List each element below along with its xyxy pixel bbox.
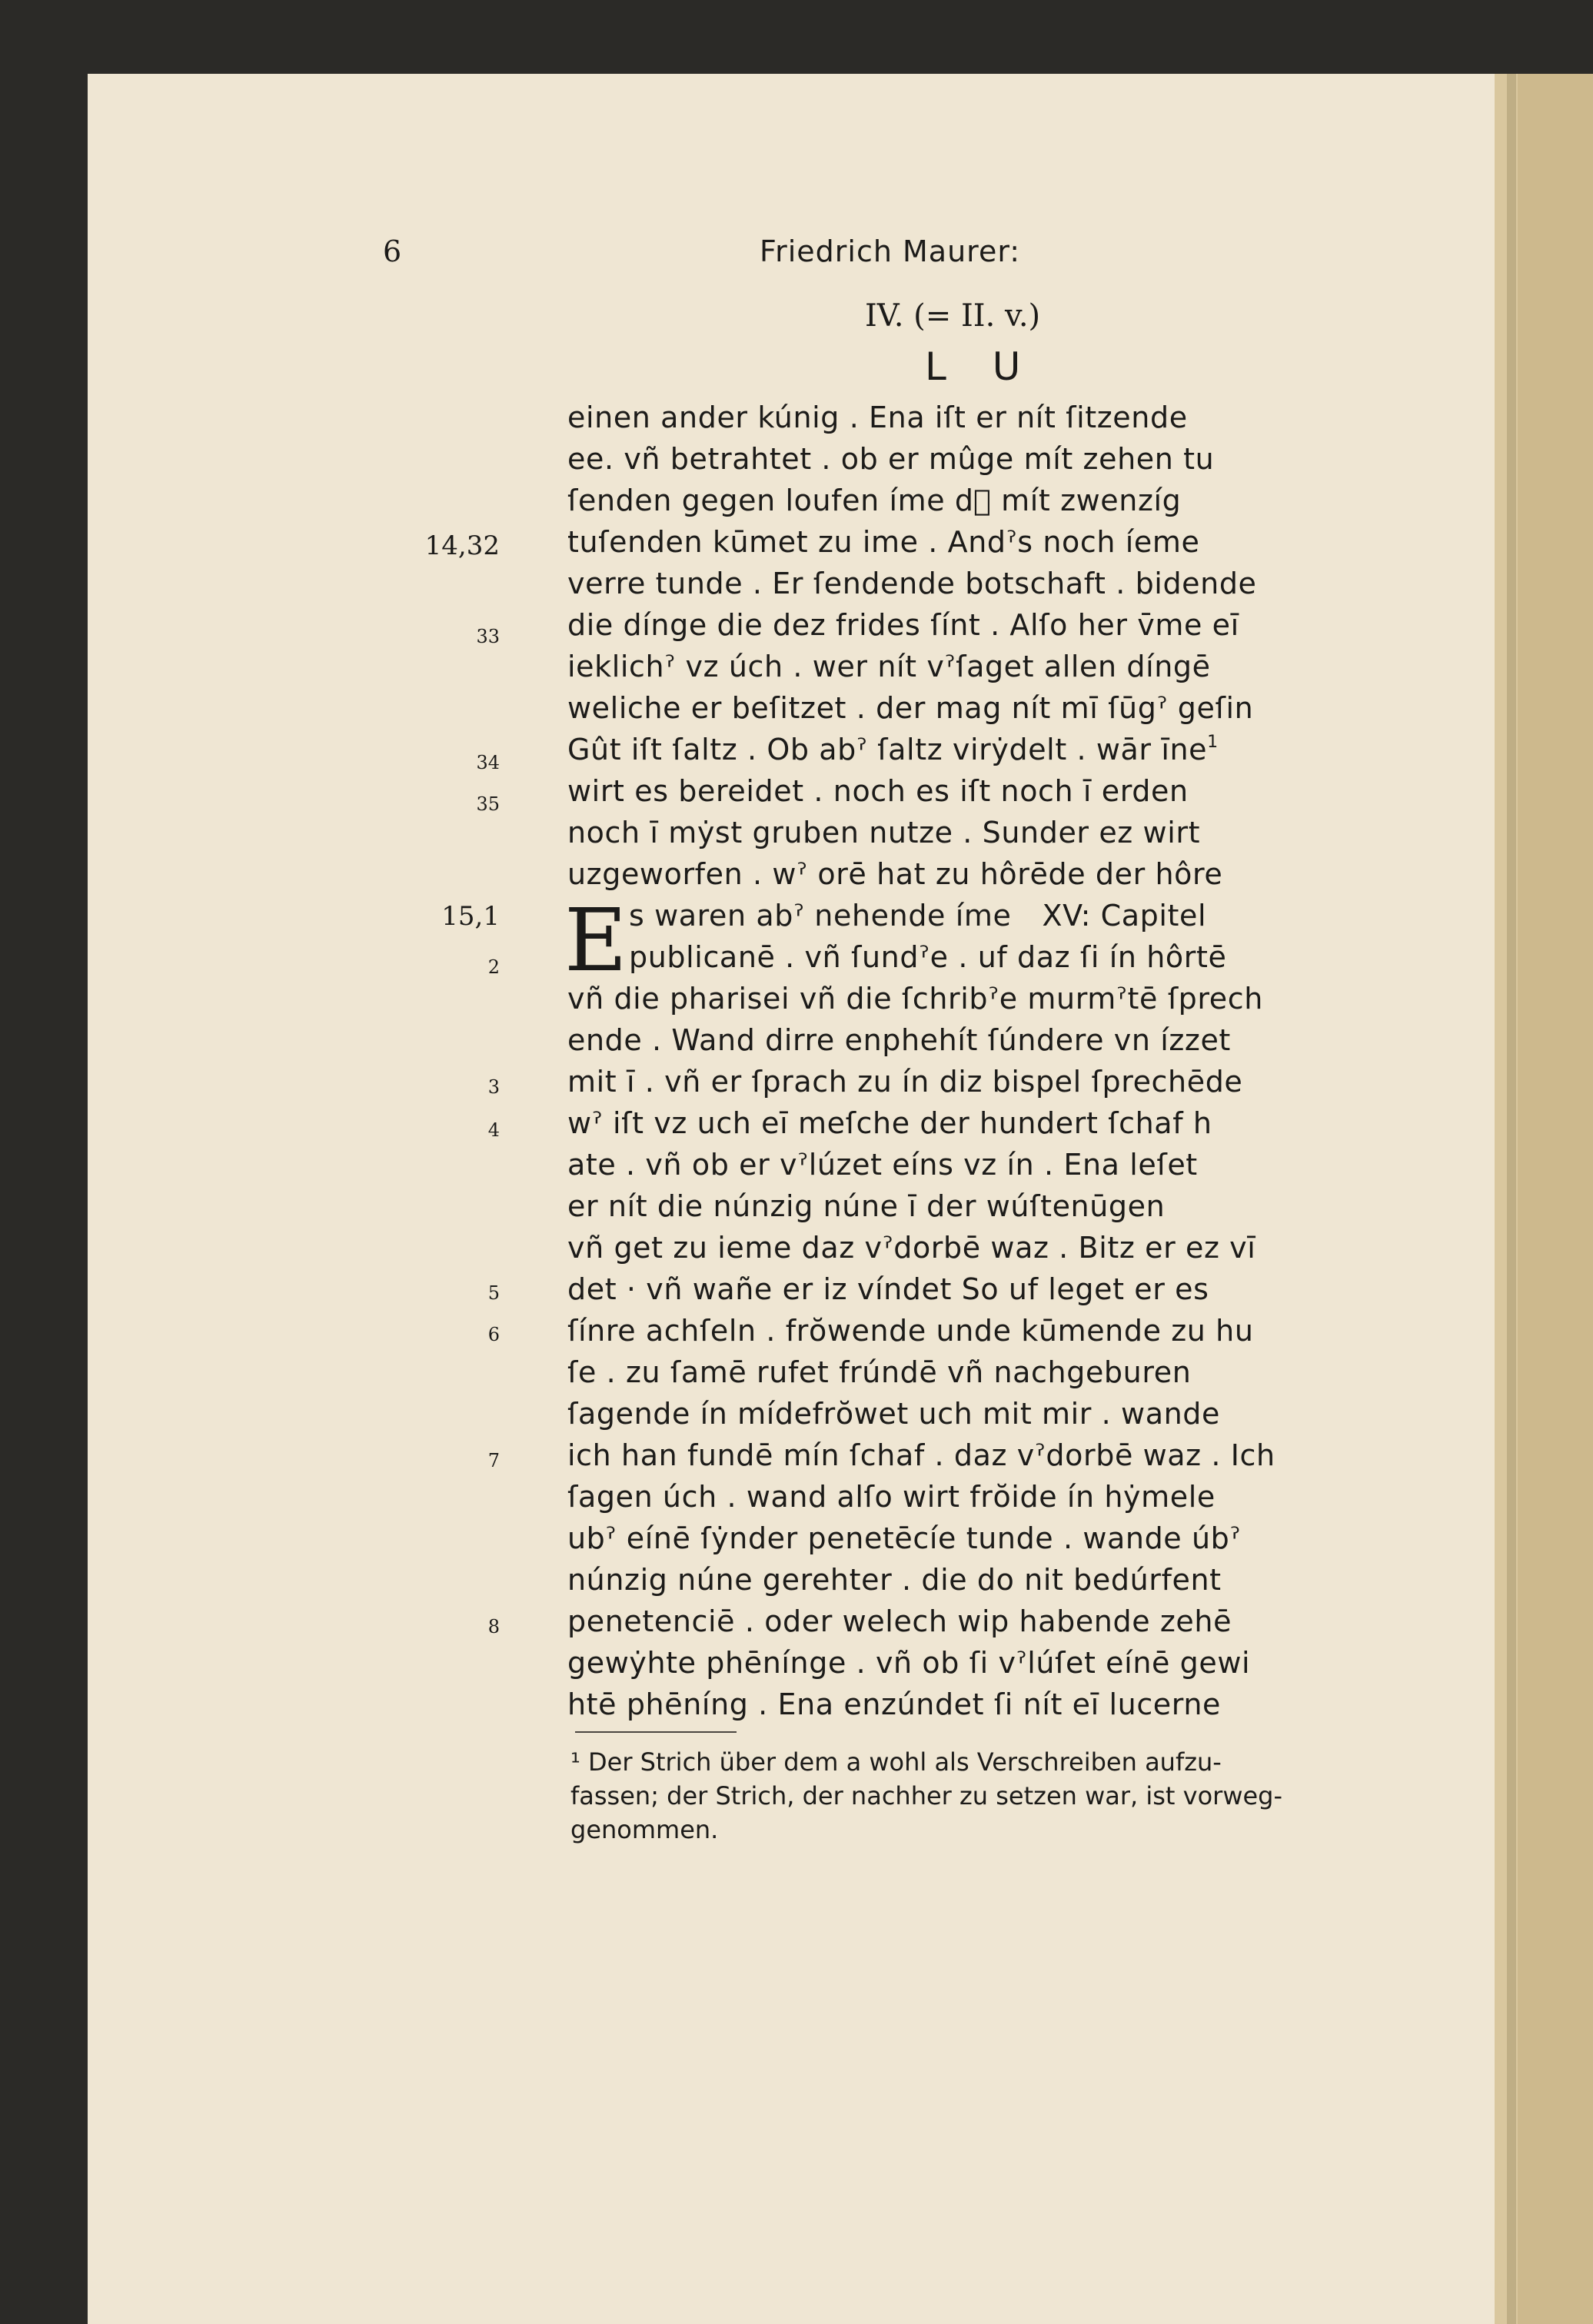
verse-number: 8 [487, 1616, 500, 1637]
text-line: wˀ iſt vz uch eī meſche der hundert ſchaf h [567, 1106, 1212, 1140]
chapter-label: XV: Capitel [1042, 899, 1207, 933]
verse-number: 5 [487, 1282, 500, 1304]
footnote-line: genommen. [570, 1815, 719, 1844]
text-line: ieklichˀ vz úch . wer nít vˀſaget allen díngē [567, 650, 1211, 683]
text-line: ate . vñ ob er vˀlúzet eíns vz ín . Ena leſet [567, 1148, 1198, 1182]
text-line: ende . Wand dirre enphehít ſúndere vn ízzet [567, 1023, 1231, 1057]
running-title: Friedrich Maurer: [760, 234, 1021, 268]
text-line: ſagen úch . wand alſo wirt frŏide ín hẏmele [567, 1480, 1216, 1514]
footnote-rule [575, 1731, 737, 1733]
text-line: ſe . zu ſamē rufet frúndē vñ nachgeburen [567, 1355, 1192, 1389]
section-letters: L U [925, 344, 1038, 389]
text-line: er nít die núnzig núne ī der wúſtenūgen [567, 1189, 1166, 1223]
text-line: die dínge die dez frides ſínt . Alſo her v̄me eī [567, 608, 1239, 642]
footnote-line: fassen; der Strich, der nachher zu setzen war, ist vorweg- [570, 1781, 1283, 1810]
text-line: htē phēníng . Ena enzúndet ſi nít eī lucerne [567, 1687, 1222, 1721]
text-line: ſagende ín mídefrŏwet uch mit mir . wande [567, 1397, 1220, 1431]
text-line: weliche er beſitzet . der mag nít mī ſūgˀ geſin [567, 691, 1254, 725]
text-line: gewẏhte phēnínge . vñ ob ſi vˀlúſet eínē gewi [567, 1646, 1251, 1680]
text-line: uzgeworfen . wˀ orē hat zu hôrēde der hôre [567, 857, 1223, 891]
text-line: det · vñ wañe er iz víndet So uf leget er es [567, 1272, 1209, 1306]
drop-cap: E [564, 891, 627, 991]
verse-number: 6 [487, 1324, 500, 1345]
text-line: s waren abˀ nehende íme [629, 899, 1012, 933]
verse-number: 2 [487, 956, 500, 978]
text-line: ich han fundē mín ſchaf . daz vˀdorbē waz . Ich [567, 1438, 1275, 1472]
chapter-start-line [567, 895, 1290, 936]
text-line: núnzig núne gerehter . die do nit bedúrfent [567, 1563, 1222, 1597]
text-line: verre tunde . Er ſendende botschaft . bidende [567, 567, 1257, 600]
text-line: mit ī . vñ er ſprach zu ín diz bispel ſprechēde [567, 1065, 1243, 1099]
page-fold [1507, 74, 1516, 2324]
text-line: noch ī mẏst gruben nutze . Sunder ez wirt [567, 816, 1201, 849]
verse-number: 15,1 [441, 901, 500, 932]
footnote-line: ¹ Der Strich über dem a wohl als Verschreiben aufzu- [570, 1747, 1222, 1777]
verse-number: 14,32 [424, 530, 500, 561]
text-line: ee. vñ betrahtet . ob er mûge mít zehen tu [567, 442, 1215, 476]
main-text [567, 397, 1290, 1725]
text-line: vñ get zu ieme daz vˀdorbē waz . Bitz er ez vī [567, 1231, 1256, 1265]
text-line: publicanē . vñ ſundˀe . uf daz ſi ín hôrtē [629, 940, 1227, 974]
text-line: penetenciē . oder welech wip habende zehē [567, 1604, 1232, 1638]
verse-number: 33 [476, 626, 500, 647]
text-line: wirt es bereidet . noch es iſt noch ī erden [567, 774, 1189, 808]
text-line: ſenden gegen loufen íme dᷓ mít zwenzíg [567, 484, 1182, 517]
text-line: tuſenden kūmet zu ime . Andˀs noch íeme [567, 525, 1200, 559]
text-line: ubˀ eínē ſẏnder penetēcíe tunde . wande úbˀ [567, 1521, 1241, 1555]
text-line: Gût iſt ſaltz . Ob abˀ ſaltz virẏdelt . wār īne [567, 733, 1208, 766]
footnote [570, 1745, 1401, 1847]
verse-number: 3 [487, 1076, 500, 1098]
verse-number: 4 [487, 1119, 500, 1141]
footnote-marker: 1 [1207, 733, 1219, 752]
verse-number: 34 [476, 752, 500, 773]
text-line: ſínre achſeln . frŏwende unde kūmende zu hu [567, 1314, 1254, 1348]
text-line: vñ die pharisei vñ die ſchribˀe murmˀtē ſprech [567, 982, 1263, 1016]
page-number: 6 [383, 234, 402, 268]
text-line-with-footnote [567, 729, 1290, 770]
verse-number: 7 [487, 1450, 500, 1471]
verse-number: 35 [476, 793, 500, 815]
section-heading: IV. (= II. v.) [865, 298, 1041, 334]
text-line: einen ander kúnig . Ena iſt er nít ſitzende [567, 401, 1188, 434]
